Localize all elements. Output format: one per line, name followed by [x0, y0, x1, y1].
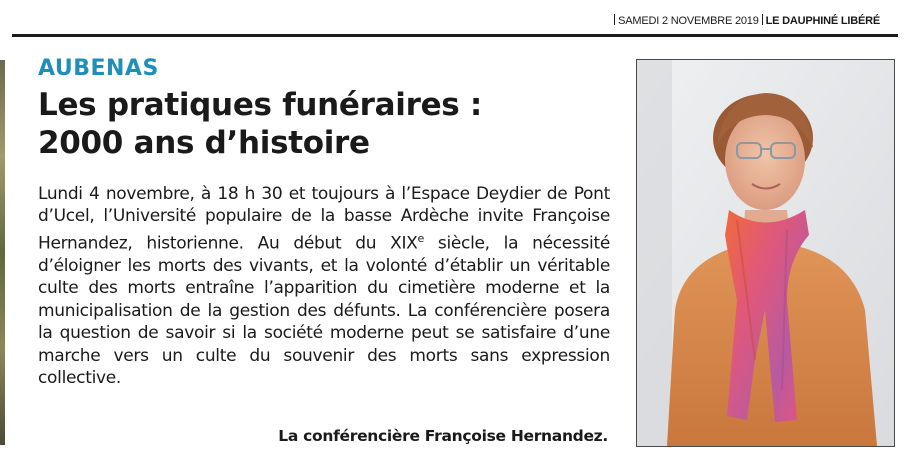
- body-part-1: Lundi 4 novembre, à 18 h 30 et toujours à l’Espace Deydier de Pont d’Ucel, l’Université populaire de la basse Ardèche invite Françoise Hernandez, historienne. Au début du XIX: [38, 184, 610, 254]
- header-rule: [12, 34, 898, 37]
- masthead-date: SAMEDI 2 NOVEMBRE 2019: [618, 15, 759, 27]
- masthead-separator: [614, 14, 615, 25]
- adjacent-photo-edge: [0, 60, 5, 445]
- masthead-separator: [762, 14, 763, 25]
- headline-line-1: Les pratiques funéraires :: [38, 87, 483, 123]
- body-part-2: siècle, la nécessité d’éloigner les morts des vivants, et la volonté d’établir un véritable culte des morts entraîne l’apparition du cimetière moderne et la municipalisation de la gestion des défunts. La conférencière posera la question de savoir si la société moderne peut se satisfaire d’une marche vers un culte du souvenir des morts sans expression collective.: [38, 233, 611, 388]
- masthead: [611, 14, 880, 27]
- article-headline: [38, 86, 598, 162]
- portrait-illustration: [637, 60, 894, 446]
- body-superscript: e: [417, 231, 424, 245]
- photo-caption: La conférencière Françoise Hernandez.: [278, 427, 608, 445]
- headline-line-2: 2000 ans d’histoire: [38, 125, 370, 161]
- article-body: [38, 183, 610, 389]
- article-kicker: AUBENAS: [38, 56, 159, 81]
- portrait-photo: [636, 59, 895, 447]
- masthead-newspaper: LE DAUPHINÉ LIBÉRÉ: [765, 15, 880, 27]
